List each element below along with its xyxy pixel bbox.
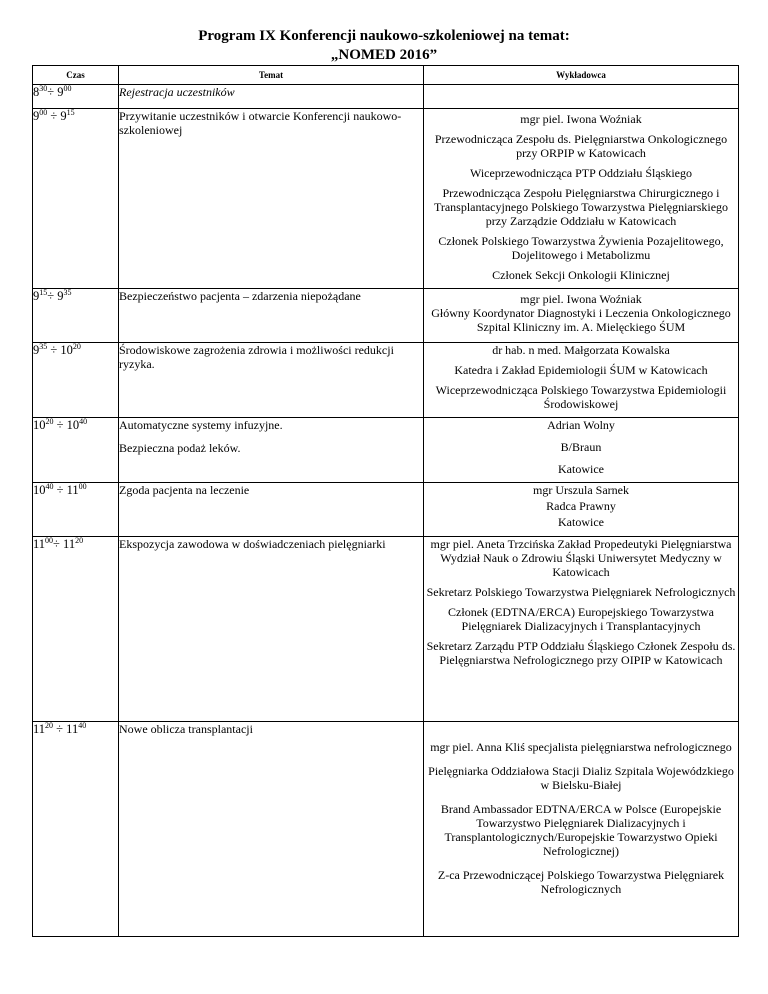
time-start-minutes: 00 — [39, 108, 48, 117]
time-start-minutes: 20 — [45, 721, 54, 730]
time-separator: ÷ — [47, 343, 58, 357]
time-end-hour: 9 — [54, 85, 64, 99]
topic-text: Przywitanie uczestników i otwarcie Konferencji naukowo-szkoleniowej — [119, 109, 402, 137]
speaker-affiliation: Członek Sekcji Onkologii Klinicznej — [492, 268, 670, 282]
topic-text: Rejestracja uczestników — [119, 85, 235, 99]
speaker-affiliation: B/Braun — [560, 440, 602, 454]
time-start-hour: 9 — [33, 109, 40, 123]
speaker-affiliation: Radca Prawny — [546, 499, 616, 513]
time-start-hour: 9 — [33, 289, 40, 303]
time-end-hour: 10 — [57, 343, 73, 357]
topic-text: Zgoda pacjenta na leczenie — [119, 483, 250, 497]
speaker-name: mgr Urszula Sarnek — [533, 483, 629, 497]
topic-cell — [119, 343, 424, 418]
time-start-minutes: 00 — [45, 536, 54, 545]
time-cell — [33, 483, 119, 537]
speaker-name: mgr piel. Aneta Trzcińska Zakład Propedeutyki Pielęgniarstwa Wydział Nauk o Zdrowiu Śląski Uniwersytet Medyczny w Katowicach — [430, 537, 732, 579]
time-start-minutes: 15 — [39, 288, 48, 297]
time-end-hour: 9 — [54, 289, 64, 303]
time-separator: ÷ — [53, 418, 64, 432]
topic-text: Nowe oblicza transplantacji — [119, 722, 253, 736]
speaker-cell — [424, 722, 739, 937]
speaker-cell — [424, 483, 739, 537]
speaker-affiliation: Sekretarz Zarządu PTP Oddziału Śląskiego Członek Zespołu ds. Pielęgniarstwa Nefrologicznego przy OIPIP w Katowicach — [426, 639, 736, 667]
speaker-affiliation: Pielęgniarka Oddziałowa Stacji Dializ Szpitala Wojewódzkiego w Bielsku-Białej — [428, 764, 734, 792]
time-separator: ÷ — [53, 537, 60, 551]
time-end-minutes: 00 — [63, 84, 72, 93]
time-cell — [33, 722, 119, 937]
program-row — [33, 483, 739, 537]
speaker-affiliation: Przewodnicząca Zespołu Pielęgniarstwa Chirurgicznego i Transplantacyjnego Polskiego Towarzystwa Pielęgniarskiego przy Zarządzie Oddziału w Katowicach — [433, 186, 729, 228]
time-end-hour: 11 — [63, 722, 79, 736]
speaker-affiliation: Katowice — [558, 515, 604, 529]
time-end-minutes: 20 — [75, 536, 84, 545]
speaker-cell — [424, 109, 739, 289]
topic-cell — [119, 109, 424, 289]
speaker-name: mgr piel. Anna Kliś specjalista pielęgniarstwa nefrologicznego — [430, 740, 732, 754]
topic-cell — [119, 722, 424, 937]
speaker-cell — [424, 85, 739, 109]
speaker-affiliation: Wiceprzewodnicząca PTP Oddziału Śląskiego — [470, 166, 692, 180]
speaker-name: dr hab. n med. Małgorzata Kowalska — [492, 343, 670, 357]
speaker-affiliation: Katedra i Zakład Epidemiologii ŚUM w Katowicach — [454, 363, 708, 377]
time-cell — [33, 343, 119, 418]
speaker-affiliation: Brand Ambassador EDTNA/ERCA w Polsce (Europejskie Towarzystwo Pielęgniarek Dializacyjnych i Transplantologicznych/Europejskie Towarzystwo Opieki Nefrologicznej) — [440, 802, 722, 858]
title-line-1: Program IX Konferencji naukowo-szkoleniowej na temat: — [198, 28, 570, 44]
time-start-minutes: 20 — [45, 417, 54, 426]
time-cell — [33, 109, 119, 289]
topic-text: Bezpieczeństwo pacjenta – zdarzenia niepożądane — [119, 289, 361, 303]
time-start-hour: 10 — [33, 418, 46, 432]
time-cell — [33, 85, 119, 109]
time-end-minutes: 20 — [72, 342, 81, 351]
speaker-affiliation: Członek (EDTNA/ERCA) Europejskiego Towarzystwa Pielęgniarek Dializacyjnych i Transplantacyjnych — [448, 605, 714, 633]
speaker-affiliation: Członek Polskiego Towarzystwa Żywienia Pozajelitowego, Dojelitowego i Metabolizmu — [438, 234, 724, 262]
time-separator: ÷ — [47, 85, 55, 99]
topic-cell — [119, 418, 424, 483]
speaker-affiliation: Z-ca Przewodniczącej Polskiego Towarzystwa Pielęgniarek Nefrologicznych — [437, 868, 725, 896]
program-row — [33, 418, 739, 483]
speaker-cell — [424, 289, 739, 343]
program-row — [33, 109, 739, 289]
topic-text: Automatyczne systemy infuzyjne. — [119, 418, 283, 432]
program-row — [33, 537, 739, 722]
header-topic: Temat — [119, 66, 424, 85]
time-separator: ÷ — [53, 483, 64, 497]
time-start-minutes: 30 — [39, 84, 48, 93]
title-line-2: „NOMED 2016” — [330, 47, 438, 63]
speaker-affiliation: Sekretarz Polskiego Towarzystwa Pielęgniarek Nefrologicznych — [426, 585, 736, 599]
topic-cell — [119, 85, 424, 109]
time-start-minutes: 40 — [45, 482, 54, 491]
time-end-minutes: 15 — [66, 108, 75, 117]
program-row — [33, 85, 739, 109]
time-start-hour: 11 — [33, 537, 46, 551]
time-end-minutes: 40 — [78, 721, 87, 730]
topic-text: Bezpieczna podaż leków. — [119, 441, 241, 455]
time-end-hour: 9 — [57, 109, 67, 123]
time-end-minutes: 35 — [63, 288, 72, 297]
speaker-affiliation: Przewodnicząca Zespołu ds. Pielęgniarstwa Onkologicznego przy ORPIP w Katowicach — [434, 132, 728, 160]
topic-cell — [119, 537, 424, 722]
program-row — [33, 343, 739, 418]
program-row — [33, 289, 739, 343]
speaker-name: mgr piel. Iwona Woźniak — [520, 112, 642, 126]
topic-cell — [119, 483, 424, 537]
speaker-cell — [424, 343, 739, 418]
time-cell — [33, 289, 119, 343]
time-start-hour: 9 — [33, 343, 40, 357]
time-start-minutes: 35 — [39, 342, 48, 351]
topic-text: Ekspozycja zawodowa w doświadczeniach pielęgniarki — [119, 537, 386, 551]
speaker-affiliation: Katowice — [558, 462, 604, 476]
speaker-affiliation: Wiceprzewodnicząca Polskiego Towarzystwa Epidemiologii Środowiskowej — [435, 383, 727, 411]
time-start-hour: 8 — [33, 85, 40, 99]
speaker-affiliation: Główny Koordynator Diagnostyki i Leczenia Onkologicznego — [431, 306, 731, 320]
time-end-hour: 10 — [63, 418, 80, 432]
time-cell — [33, 537, 119, 722]
time-end-minutes: 40 — [79, 417, 88, 426]
table-header-row — [33, 66, 739, 85]
speaker-affiliation: Szpital Kliniczny im. A. Mielęckiego ŚUM — [476, 320, 686, 334]
program-table — [32, 65, 739, 937]
time-separator: ÷ — [53, 722, 64, 736]
time-separator: ÷ — [47, 109, 58, 123]
topic-text: Środowiskowe zagrożenia zdrowia i możliwości redukcji ryzyka. — [119, 343, 394, 371]
time-end-minutes: 00 — [78, 482, 87, 491]
time-start-hour: 11 — [33, 722, 46, 736]
time-end-hour: 11 — [63, 483, 79, 497]
speaker-cell — [424, 418, 739, 483]
program-row — [33, 722, 739, 937]
header-speaker: Wykładowca — [424, 66, 739, 85]
time-start-hour: 10 — [33, 483, 46, 497]
time-cell — [33, 418, 119, 483]
speaker-cell — [424, 537, 739, 722]
program-body — [33, 85, 739, 937]
document-title — [0, 27, 768, 65]
speaker-name: Adrian Wolny — [547, 418, 615, 432]
time-end-hour: 11 — [59, 537, 76, 551]
header-time: Czas — [33, 66, 119, 85]
time-separator: ÷ — [47, 289, 55, 303]
speaker-name: mgr piel. Iwona Woźniak — [520, 292, 642, 306]
topic-cell — [119, 289, 424, 343]
